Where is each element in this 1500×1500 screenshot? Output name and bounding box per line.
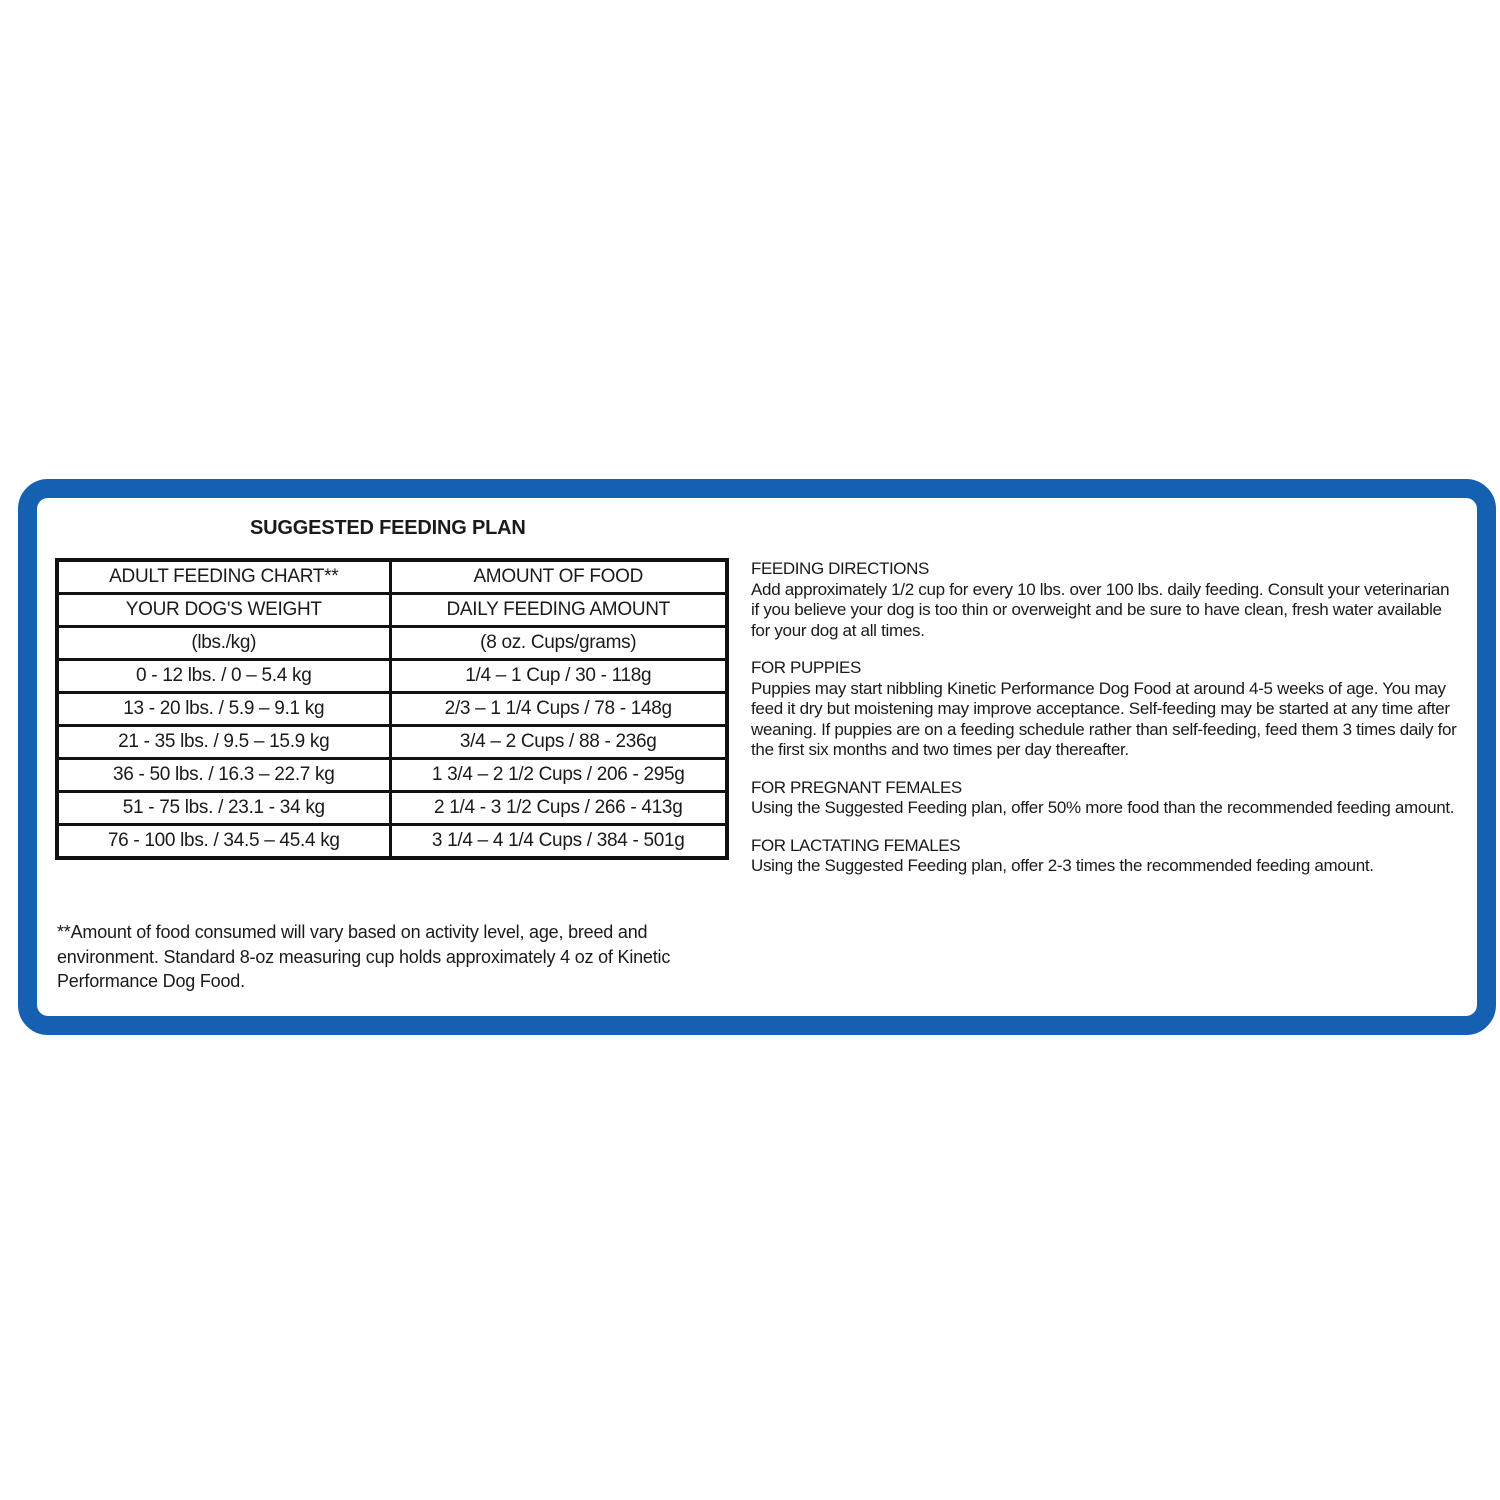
table-row — [57, 693, 727, 726]
table-row — [57, 660, 727, 693]
table-header-row — [57, 594, 727, 627]
amount-cell: 1/4 – 1 Cup / 30 - 118g — [390, 660, 727, 693]
header-cell-weight-unit: (lbs./kg) — [57, 627, 390, 660]
amount-cell: 1 3/4 – 2 1/2 Cups / 206 - 295g — [390, 759, 727, 792]
weight-cell: 13 - 20 lbs. / 5.9 – 9.1 kg — [57, 693, 390, 726]
weight-cell: 0 - 12 lbs. / 0 – 5.4 kg — [57, 660, 390, 693]
header-cell-weight: YOUR DOG'S WEIGHT — [57, 594, 390, 627]
header-cell-amount-unit: (8 oz. Cups/grams) — [390, 627, 727, 660]
header-cell-amount: DAILY FEEDING AMOUNT — [390, 594, 727, 627]
section-feeding-directions — [751, 559, 1461, 641]
feeding-chart-table — [55, 558, 729, 860]
feeding-footnote: **Amount of food consumed will vary based on activity level, age, breed and environment. Standard 8-oz measuring cup holds approximately 4 oz of Kinetic Performance Dog Food. — [57, 922, 671, 991]
table-row — [57, 792, 727, 825]
section-heading: FOR LACTATING FEMALES — [751, 835, 961, 855]
amount-cell: 3/4 – 2 Cups / 88 - 236g — [390, 726, 727, 759]
weight-cell: 51 - 75 lbs. / 23.1 - 34 kg — [57, 792, 390, 825]
section-heading: FOR PUPPIES — [751, 658, 861, 677]
amount-cell: 2/3 – 1 1/4 Cups / 78 - 148g — [390, 693, 727, 726]
table-row — [57, 759, 727, 792]
header-cell-weight: ADULT FEEDING CHART** — [57, 560, 390, 594]
section-for-lactating-females — [751, 836, 1461, 877]
amount-cell: 3 1/4 – 4 1/4 Cups / 384 - 501g — [390, 825, 727, 859]
table-header-row — [57, 627, 727, 660]
amount-cell: 2 1/4 - 3 1/2 Cups / 266 - 413g — [390, 792, 727, 825]
section-text: Using the Suggested Feeding plan, offer 2-3 times the recommended feeding amount. — [751, 856, 1374, 875]
section-text: Add approximately 1/2 cup for every 10 lbs. over 100 lbs. daily feeding. Consult your veterinarian if you believe your dog is too thin or overweight and be sure to have clean, fresh water available for your dog at all times. — [751, 579, 1450, 640]
weight-cell: 36 - 50 lbs. / 16.3 – 22.7 kg — [57, 759, 390, 792]
section-heading: FOR PREGNANT FEMALES — [751, 777, 962, 797]
section-for-puppies — [751, 658, 1461, 761]
feeding-directions-column — [751, 559, 1461, 894]
table-row — [57, 825, 727, 859]
feeding-plan-title: SUGGESTED FEEDING PLAN — [250, 517, 526, 539]
section-text: Using the Suggested Feeding plan, offer 50% more food than the recommended feeding amount. — [751, 798, 1455, 817]
table-header-row — [57, 560, 727, 594]
table-row — [57, 726, 727, 759]
section-for-pregnant-females — [751, 778, 1461, 819]
weight-cell: 21 - 35 lbs. / 9.5 – 15.9 kg — [57, 726, 390, 759]
header-cell-amount: AMOUNT OF FOOD — [390, 560, 727, 594]
section-text: Puppies may start nibbling Kinetic Performance Dog Food at around 4-5 weeks of age. You may feed it dry but moistening may improve acceptance. Self-feeding may be started at any time after weaning. If puppies are on a feeding schedule rather than self-feeding, feed them 3 times daily for the first six months and two times per day thereafter. — [751, 678, 1457, 759]
section-heading: FEEDING DIRECTIONS — [751, 559, 929, 578]
weight-cell: 76 - 100 lbs. / 34.5 – 45.4 kg — [57, 825, 390, 859]
